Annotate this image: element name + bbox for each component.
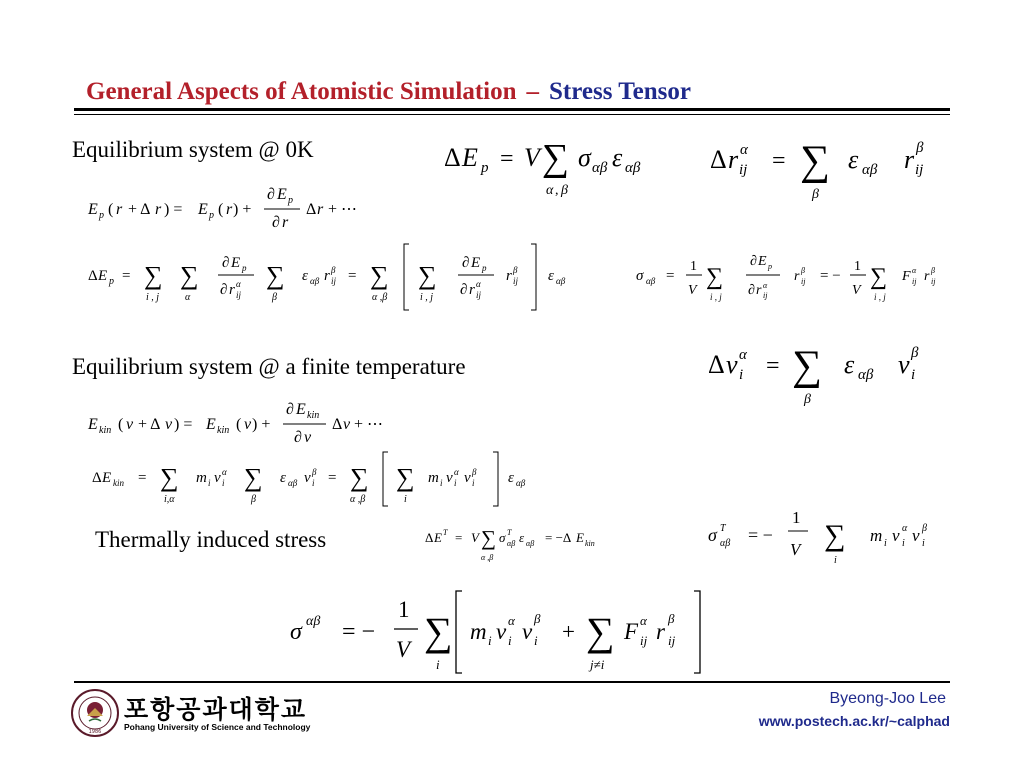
svg-text:i , j: i , j bbox=[146, 292, 160, 303]
svg-text:1: 1 bbox=[792, 508, 801, 527]
svg-text:r: r bbox=[506, 268, 512, 284]
svg-text:r: r bbox=[282, 214, 289, 231]
svg-text:α: α bbox=[740, 142, 748, 158]
svg-text:Δ: Δ bbox=[710, 145, 727, 174]
svg-text:E: E bbox=[102, 470, 112, 486]
svg-text:v: v bbox=[304, 429, 312, 446]
svg-text:α ,β: α ,β bbox=[372, 292, 388, 303]
svg-text:p: p bbox=[481, 160, 489, 176]
svg-text:i , j: i , j bbox=[420, 292, 434, 303]
equation-Ekin-taylor bbox=[88, 395, 418, 455]
svg-text:∑: ∑ bbox=[350, 463, 369, 492]
svg-text:ij: ij bbox=[331, 276, 337, 286]
svg-text:i: i bbox=[922, 538, 925, 549]
svg-text:v: v bbox=[912, 526, 920, 545]
svg-text:Δ: Δ bbox=[708, 350, 725, 379]
svg-text:E: E bbox=[462, 143, 478, 172]
svg-text:=: = bbox=[328, 470, 337, 486]
svg-text:ij: ij bbox=[513, 276, 519, 286]
svg-text:α: α bbox=[454, 467, 459, 477]
svg-text:Δ: Δ bbox=[92, 470, 102, 486]
svg-text:Δ: Δ bbox=[425, 530, 434, 545]
footer-rule bbox=[74, 681, 950, 683]
svg-text:∂: ∂ bbox=[272, 214, 280, 231]
svg-text:β: β bbox=[561, 183, 568, 198]
svg-text:E: E bbox=[277, 186, 287, 203]
svg-text:∑: ∑ bbox=[542, 137, 570, 179]
svg-text:v: v bbox=[726, 350, 738, 379]
svg-text:∂: ∂ bbox=[220, 282, 228, 298]
svg-text:σ: σ bbox=[578, 143, 591, 172]
svg-text:β: β bbox=[251, 494, 256, 505]
svg-text:ε: ε bbox=[612, 143, 623, 172]
svg-text:E: E bbox=[471, 255, 481, 271]
svg-text:αβ: αβ bbox=[310, 276, 320, 286]
svg-text:β: β bbox=[272, 292, 277, 303]
svg-text:) =: ) = bbox=[174, 416, 193, 433]
svg-text:) =: ) = bbox=[164, 201, 183, 218]
university-name-english: Pohang University of Science and Technology bbox=[124, 722, 311, 732]
svg-text:i,α: i,α bbox=[164, 494, 175, 505]
svg-text:ij: ij bbox=[763, 291, 768, 300]
svg-text:= −Δ: = −Δ bbox=[545, 530, 572, 545]
svg-text:1: 1 bbox=[398, 597, 410, 622]
svg-text:i: i bbox=[222, 478, 225, 488]
svg-text:T: T bbox=[443, 528, 448, 537]
svg-text:∂: ∂ bbox=[222, 255, 230, 271]
svg-text:r: r bbox=[116, 201, 123, 218]
svg-text:αβ: αβ bbox=[556, 276, 566, 286]
slide-title-main: General Aspects of Atomistic Simulation bbox=[86, 78, 517, 105]
svg-text:∑: ∑ bbox=[800, 138, 830, 184]
svg-text:=: = bbox=[348, 268, 357, 284]
svg-text:∑: ∑ bbox=[396, 463, 415, 492]
equation-sigma-static bbox=[636, 248, 956, 313]
svg-text:β: β bbox=[804, 392, 811, 407]
svg-text:r: r bbox=[656, 619, 665, 644]
svg-text:i: i bbox=[911, 367, 916, 383]
svg-text:αβ: αβ bbox=[646, 276, 656, 286]
svg-text:α: α bbox=[763, 281, 768, 290]
svg-text:r: r bbox=[324, 268, 330, 284]
svg-text:α: α bbox=[739, 347, 747, 363]
svg-text:∑: ∑ bbox=[586, 609, 615, 654]
svg-text:kin: kin bbox=[99, 425, 112, 436]
svg-text:kin: kin bbox=[585, 539, 595, 548]
svg-text:m: m bbox=[428, 470, 439, 486]
svg-text:kin: kin bbox=[217, 425, 230, 436]
title-rule-thin bbox=[74, 114, 950, 115]
svg-text:ε: ε bbox=[302, 268, 308, 284]
svg-text:v: v bbox=[304, 470, 311, 486]
svg-text:= −: = − bbox=[820, 268, 841, 284]
equation-dET-definition bbox=[425, 518, 685, 568]
svg-text:r: r bbox=[794, 269, 800, 284]
svg-text:i: i bbox=[739, 367, 744, 383]
equation-dEkin-expanded bbox=[88, 450, 548, 510]
svg-text:αβ: αβ bbox=[516, 478, 526, 488]
svg-text:kin: kin bbox=[307, 410, 320, 421]
svg-text:∑: ∑ bbox=[424, 609, 453, 654]
svg-text:+ Δ: + Δ bbox=[138, 416, 161, 433]
svg-text:β: β bbox=[812, 187, 819, 202]
svg-text:(: ( bbox=[118, 416, 124, 433]
svg-text:β: β bbox=[922, 523, 927, 534]
svg-text:F: F bbox=[624, 619, 639, 644]
svg-text:∂: ∂ bbox=[750, 254, 757, 269]
svg-text:∑: ∑ bbox=[418, 261, 437, 290]
svg-text:i: i bbox=[404, 494, 407, 505]
svg-text:∑: ∑ bbox=[870, 264, 888, 290]
svg-text:m: m bbox=[470, 619, 487, 644]
svg-text:r: r bbox=[317, 201, 324, 218]
svg-text:αβ: αβ bbox=[862, 162, 878, 178]
svg-text:r: r bbox=[155, 201, 162, 218]
svg-text:∑: ∑ bbox=[144, 261, 163, 290]
svg-text:β: β bbox=[312, 467, 317, 477]
svg-text:i: i bbox=[436, 657, 440, 672]
svg-text:ε: ε bbox=[519, 530, 525, 545]
svg-text:i: i bbox=[508, 633, 512, 648]
svg-text:α ,β: α ,β bbox=[350, 494, 366, 505]
svg-text:=: = bbox=[455, 530, 463, 545]
svg-text:i: i bbox=[884, 538, 887, 549]
svg-text:αβ: αβ bbox=[288, 478, 298, 488]
svg-text:ij: ij bbox=[668, 633, 676, 648]
equation-dEp-definition bbox=[440, 130, 670, 200]
equation-sigma-thermal bbox=[708, 505, 948, 575]
svg-text:=: = bbox=[500, 146, 514, 172]
svg-text:∂: ∂ bbox=[460, 282, 468, 298]
svg-text:β: β bbox=[513, 265, 518, 275]
equation-dEp-expanded bbox=[88, 240, 588, 315]
svg-text:v: v bbox=[522, 619, 533, 644]
svg-text:i: i bbox=[534, 633, 538, 648]
svg-text:E: E bbox=[206, 416, 216, 433]
svg-text:β: β bbox=[331, 265, 336, 275]
svg-text:E: E bbox=[434, 530, 442, 545]
title-rule bbox=[74, 108, 950, 111]
svg-text:∑: ∑ bbox=[266, 261, 285, 290]
svg-text:v: v bbox=[244, 416, 252, 433]
svg-text:∑: ∑ bbox=[792, 343, 822, 389]
svg-text:(: ( bbox=[218, 201, 224, 218]
svg-text:ε: ε bbox=[844, 350, 855, 379]
svg-text:j≠i: j≠i bbox=[590, 657, 605, 672]
svg-text:∂: ∂ bbox=[286, 401, 294, 418]
svg-text:= −: = − bbox=[748, 525, 773, 545]
svg-text:T: T bbox=[507, 528, 512, 537]
svg-text:ε: ε bbox=[548, 268, 554, 284]
svg-text:v: v bbox=[892, 526, 900, 545]
svg-text:αβ: αβ bbox=[526, 539, 535, 548]
svg-text:ij: ij bbox=[931, 277, 936, 286]
svg-text:v: v bbox=[214, 470, 221, 486]
svg-text:V: V bbox=[524, 143, 540, 172]
svg-text:ij: ij bbox=[640, 633, 648, 648]
svg-text:i , j: i , j bbox=[710, 292, 722, 302]
svg-text:1: 1 bbox=[854, 259, 861, 274]
svg-text:1: 1 bbox=[690, 259, 697, 274]
svg-text:V: V bbox=[852, 283, 861, 298]
slide-title-topic: Stress Tensor bbox=[549, 78, 691, 105]
heading-equilibrium-0k: Equilibrium system @ 0K bbox=[72, 137, 314, 162]
svg-text:αβ: αβ bbox=[306, 614, 321, 629]
svg-text:E: E bbox=[198, 201, 208, 218]
svg-text:i: i bbox=[902, 538, 905, 549]
svg-text:r: r bbox=[756, 283, 762, 298]
svg-text:+ Δ: + Δ bbox=[128, 201, 151, 218]
svg-text:αβ: αβ bbox=[592, 160, 608, 176]
svg-text:V: V bbox=[688, 283, 697, 298]
svg-text:σ: σ bbox=[499, 530, 506, 545]
svg-text:r: r bbox=[469, 282, 475, 298]
svg-text:p: p bbox=[288, 195, 293, 206]
svg-text:α ,β: α ,β bbox=[481, 553, 494, 562]
svg-text:i: i bbox=[834, 555, 837, 566]
svg-text:ij: ij bbox=[915, 162, 924, 178]
svg-text:β: β bbox=[916, 140, 924, 156]
svg-text:σ: σ bbox=[708, 525, 717, 545]
svg-text:m: m bbox=[196, 470, 207, 486]
svg-text:αβ: αβ bbox=[625, 160, 641, 176]
svg-text:p: p bbox=[242, 263, 247, 273]
svg-text:α: α bbox=[546, 183, 554, 198]
svg-text:=: = bbox=[138, 470, 147, 486]
svg-text:α: α bbox=[640, 613, 647, 628]
svg-text:v: v bbox=[446, 470, 453, 486]
equation-dv-definition bbox=[708, 335, 938, 410]
svg-text:p: p bbox=[482, 263, 487, 273]
svg-text:∑: ∑ bbox=[824, 519, 846, 552]
svg-text:V: V bbox=[471, 530, 479, 545]
svg-text:r: r bbox=[924, 269, 930, 284]
postech-seal-logo bbox=[70, 688, 120, 738]
svg-text:α: α bbox=[508, 613, 515, 628]
svg-text:∂: ∂ bbox=[748, 283, 755, 298]
svg-text:V: V bbox=[790, 540, 801, 559]
svg-text:i: i bbox=[454, 478, 457, 488]
svg-text:E: E bbox=[231, 255, 241, 271]
svg-text:1986: 1986 bbox=[88, 729, 102, 735]
author-name: Byeong-Joo Lee bbox=[829, 690, 946, 707]
svg-text:β: β bbox=[801, 266, 805, 275]
svg-text:ij: ij bbox=[912, 277, 917, 286]
svg-text:∂: ∂ bbox=[294, 429, 302, 446]
svg-text:i: i bbox=[312, 478, 315, 488]
heading-equilibrium-finite-temperature: Equilibrium system @ a finite temperature bbox=[72, 354, 466, 379]
svg-text:ij: ij bbox=[476, 290, 482, 300]
svg-text:∑: ∑ bbox=[180, 261, 199, 290]
heading-thermally-induced-stress: Thermally induced stress bbox=[95, 527, 327, 552]
svg-text:r: r bbox=[728, 145, 739, 174]
svg-text:β: β bbox=[931, 266, 935, 275]
svg-text:∑: ∑ bbox=[370, 261, 389, 290]
svg-text:∂: ∂ bbox=[267, 186, 275, 203]
svg-text:ε: ε bbox=[848, 145, 859, 174]
svg-text:α: α bbox=[222, 467, 227, 477]
svg-text:ij: ij bbox=[801, 277, 806, 286]
svg-text:,: , bbox=[555, 183, 559, 198]
svg-text:α: α bbox=[902, 523, 908, 534]
svg-text:ij: ij bbox=[236, 290, 242, 300]
svg-text:r: r bbox=[904, 145, 915, 174]
svg-text:r: r bbox=[226, 201, 233, 218]
svg-text:p: p bbox=[768, 262, 772, 271]
svg-text:r: r bbox=[229, 282, 235, 298]
equation-sigma-total bbox=[290, 585, 720, 680]
svg-text:E: E bbox=[296, 401, 306, 418]
svg-text:E: E bbox=[88, 201, 98, 218]
slide-title-separator: – bbox=[526, 78, 540, 105]
svg-text:i: i bbox=[472, 478, 475, 488]
svg-text:∑: ∑ bbox=[244, 463, 263, 492]
svg-text:α: α bbox=[476, 279, 481, 289]
svg-text:Δ: Δ bbox=[332, 416, 343, 433]
svg-text:E: E bbox=[98, 268, 108, 284]
svg-text:v: v bbox=[165, 416, 173, 433]
svg-text:Δ: Δ bbox=[306, 201, 317, 218]
svg-text:v: v bbox=[126, 416, 134, 433]
svg-text:p: p bbox=[99, 210, 104, 221]
svg-text:∑: ∑ bbox=[481, 526, 496, 550]
svg-text:+ ⋯: + ⋯ bbox=[328, 201, 358, 218]
svg-text:i: i bbox=[440, 478, 443, 488]
svg-text:=: = bbox=[666, 268, 675, 284]
svg-text:β: β bbox=[668, 611, 675, 626]
svg-text:T: T bbox=[720, 523, 726, 534]
svg-text:kin: kin bbox=[113, 478, 124, 488]
svg-text:α: α bbox=[236, 279, 241, 289]
svg-text:F: F bbox=[902, 269, 911, 284]
svg-text:αβ: αβ bbox=[720, 538, 731, 549]
svg-text:i: i bbox=[488, 633, 492, 648]
svg-text:m: m bbox=[870, 526, 883, 545]
svg-text:v: v bbox=[496, 619, 507, 644]
svg-text:α: α bbox=[912, 266, 917, 275]
svg-text:(: ( bbox=[236, 416, 242, 433]
svg-text:αβ: αβ bbox=[858, 367, 874, 383]
svg-text:E: E bbox=[88, 416, 98, 433]
svg-text:σ: σ bbox=[636, 268, 644, 284]
svg-text:Δ: Δ bbox=[444, 143, 461, 172]
svg-text:β: β bbox=[911, 345, 919, 361]
svg-text:p: p bbox=[109, 276, 114, 287]
lab-url-link[interactable]: www.postech.ac.kr/~calphad bbox=[758, 713, 950, 729]
svg-text:=: = bbox=[122, 268, 131, 284]
svg-text:i , j: i , j bbox=[874, 292, 886, 302]
university-name-korean: 포항공과대학교 bbox=[124, 695, 308, 724]
svg-text:α: α bbox=[185, 292, 191, 303]
svg-text:v: v bbox=[898, 350, 910, 379]
svg-text:∑: ∑ bbox=[706, 264, 724, 290]
svg-text:v: v bbox=[343, 416, 351, 433]
svg-text:p: p bbox=[209, 210, 214, 221]
equation-dr-definition bbox=[708, 130, 948, 205]
svg-text:E: E bbox=[576, 530, 584, 545]
svg-text:Δ: Δ bbox=[88, 268, 98, 284]
slide-title bbox=[86, 78, 691, 106]
svg-text:V: V bbox=[396, 637, 411, 662]
svg-text:β: β bbox=[534, 611, 541, 626]
svg-text:ε: ε bbox=[508, 470, 514, 486]
svg-text:∑: ∑ bbox=[160, 463, 179, 492]
svg-text:β: β bbox=[472, 467, 477, 477]
svg-text:v: v bbox=[464, 470, 471, 486]
svg-text:∂: ∂ bbox=[462, 255, 470, 271]
svg-text:=: = bbox=[772, 148, 786, 174]
svg-text:=: = bbox=[766, 353, 780, 379]
svg-text:E: E bbox=[758, 254, 767, 269]
svg-text:+ ⋯: + ⋯ bbox=[354, 416, 384, 433]
svg-text:ij: ij bbox=[739, 162, 748, 178]
svg-text:σ: σ bbox=[290, 619, 302, 645]
svg-text:αβ: αβ bbox=[507, 539, 516, 548]
svg-text:) +: ) + bbox=[252, 416, 271, 433]
svg-text:+: + bbox=[562, 619, 575, 644]
svg-text:) +: ) + bbox=[233, 201, 252, 218]
svg-text:i: i bbox=[208, 478, 211, 488]
svg-text:ε: ε bbox=[280, 470, 286, 486]
equation-Ep-taylor bbox=[88, 180, 408, 240]
svg-text:= −: = − bbox=[342, 619, 376, 645]
svg-text:(: ( bbox=[108, 201, 114, 218]
